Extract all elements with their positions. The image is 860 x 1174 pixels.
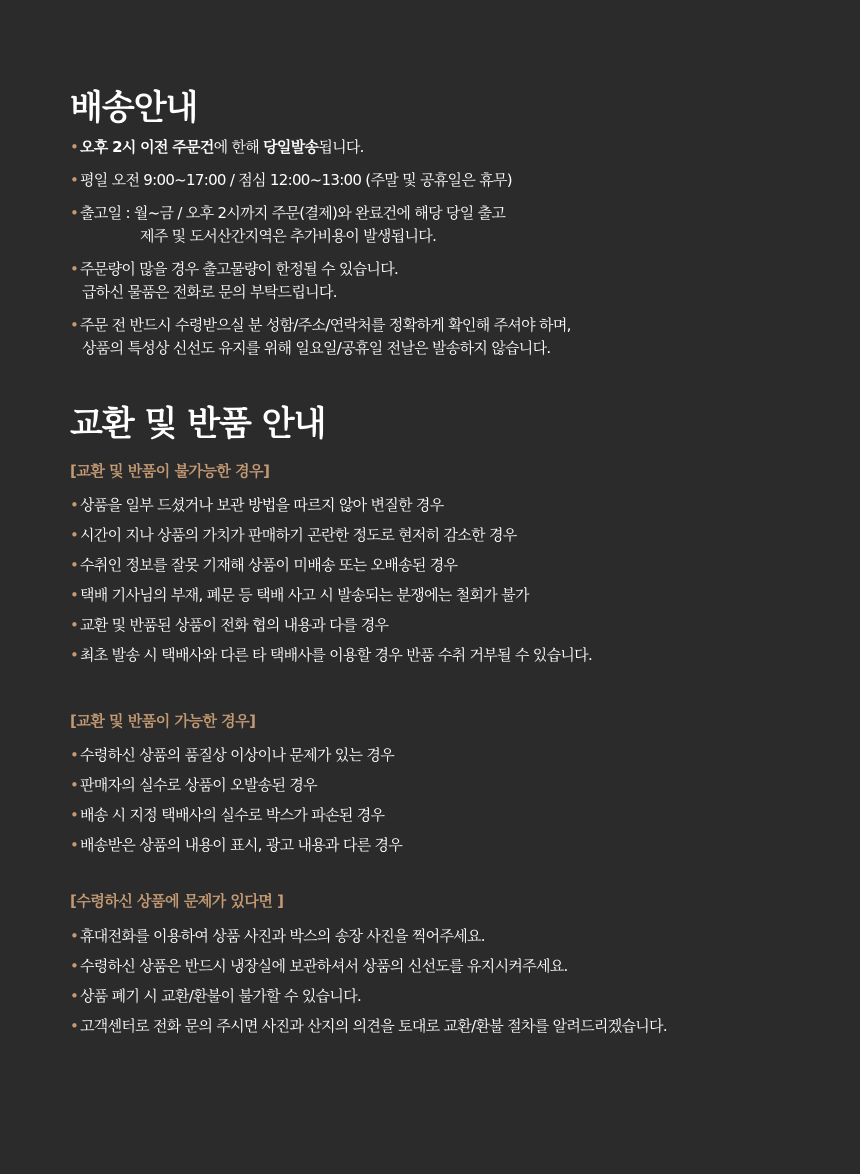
bullet-dot: • xyxy=(70,526,79,544)
confirm-text: 주문 전 반드시 수령받으실 분 성함/주소/연락처를 정확하게 확인해 주셔야 하며, xyxy=(80,316,571,334)
list-item-text: 고객센터로 전화 문의 주시면 사진과 산지의 의견을 토대로 교환/환불 절차를 알려드리겠습니다. xyxy=(80,1017,667,1035)
shipping-item-volume xyxy=(70,258,571,304)
bullet-dot: • xyxy=(70,260,79,278)
list-item xyxy=(70,925,667,948)
release-day-text: 출고일 : 월~금 / 오후 2시까지 주문(결제)와 완료건에 해당 당일 출고 xyxy=(80,204,506,222)
bullet-dot: • xyxy=(70,204,79,222)
bullet-dot: • xyxy=(70,806,79,824)
bullet-dot: • xyxy=(70,171,79,189)
not-possible-heading: [교환 및 반품이 불가능한 경우] xyxy=(70,462,270,480)
volume-note: 급하신 물품은 전화로 문의 부탁드립니다. xyxy=(82,283,337,301)
list-item-text: 상품 폐기 시 교환/환불이 불가할 수 있습니다. xyxy=(80,987,362,1005)
shipping-text: 됩니다. xyxy=(318,138,364,156)
bullet-dot: • xyxy=(70,496,79,514)
list-item xyxy=(70,1015,667,1038)
bullet-dot: • xyxy=(70,746,79,764)
bullet-dot: • xyxy=(70,616,79,634)
bullet-dot: • xyxy=(70,556,79,574)
confirm-note: 상품의 특성상 신선도 유지를 위해 일요일/공휴일 전날은 발송하지 않습니다. xyxy=(82,339,551,357)
shipping-item-confirm xyxy=(70,314,571,360)
shipping-item-hours xyxy=(70,169,571,192)
list-item-text: 배송받은 상품의 내용이 표시, 광고 내용과 다른 경우 xyxy=(80,836,403,854)
list-item xyxy=(70,955,667,978)
problem-heading: [수령하신 상품에 문제가 있다면 ] xyxy=(70,892,284,910)
shipping-hours-text: 평일 오전 9:00~17:00 / 점심 12:00~13:00 (주말 및 공휴일은 휴무) xyxy=(80,171,512,189)
list-item-text: 수령하신 상품은 반드시 냉장실에 보관하셔서 상품의 신선도를 유지시켜주세요. xyxy=(80,957,568,975)
list-item xyxy=(70,584,592,607)
possible-list xyxy=(70,744,402,857)
list-item xyxy=(70,834,402,857)
list-item-text: 상품을 일부 드셨거나 보관 방법을 따르지 않아 변질한 경우 xyxy=(80,496,444,514)
exchange-title: 교환 및 반품 안내 xyxy=(70,404,326,444)
release-day-note: 제주 및 도서산간지역은 추가비용이 발생됩니다. xyxy=(140,227,437,245)
possible-heading: [교환 및 반품이 가능한 경우] xyxy=(70,712,256,730)
list-item-text: 최초 발송 시 택배사와 다른 타 택배사를 이용할 경우 반품 수취 거부될 수 있습니다. xyxy=(80,646,593,664)
same-day-text: 당일발송 xyxy=(263,138,319,156)
list-item-text: 수령하신 상품의 품질상 이상이나 문제가 있는 경우 xyxy=(80,746,395,764)
shipping-list xyxy=(70,136,571,360)
order-deadline-text: 오후 2시 이전 주문건 xyxy=(80,138,214,156)
volume-text: 주문량이 많을 경우 출고물량이 한정될 수 있습니다. xyxy=(80,260,399,278)
bullet-dot: • xyxy=(70,1017,79,1035)
list-item-text: 판매자의 실수로 상품이 오발송된 경우 xyxy=(80,776,317,794)
list-item-text: 택배 기사님의 부재, 폐문 등 택배 사고 시 발송되는 분쟁에는 철회가 불가 xyxy=(80,586,529,604)
bullet-dot: • xyxy=(70,586,79,604)
shipping-title: 배송안내 xyxy=(70,88,198,128)
list-item xyxy=(70,524,592,547)
list-item-text: 시간이 지나 상품의 가치가 판매하기 곤란한 정도로 현저히 감소한 경우 xyxy=(80,526,517,544)
shipping-text: 에 한해 xyxy=(213,138,264,156)
shipping-item-same-day xyxy=(70,136,571,159)
list-item xyxy=(70,644,592,667)
bullet-dot: • xyxy=(70,987,79,1005)
bullet-dot: • xyxy=(70,957,79,975)
bullet-dot: • xyxy=(70,776,79,794)
bullet-dot: • xyxy=(70,316,79,334)
list-item xyxy=(70,985,667,1008)
bullet-dot: • xyxy=(70,138,79,156)
list-item-text: 수취인 정보를 잘못 기재해 상품이 미배송 또는 오배송된 경우 xyxy=(80,556,458,574)
list-item-text: 배송 시 지정 택배사의 실수로 박스가 파손된 경우 xyxy=(80,806,385,824)
list-item xyxy=(70,494,592,517)
bullet-dot: • xyxy=(70,646,79,664)
shipping-item-release-day xyxy=(70,202,571,248)
list-item xyxy=(70,554,592,577)
bullet-dot: • xyxy=(70,836,79,854)
not-possible-list xyxy=(70,494,592,667)
list-item-text: 휴대전화를 이용하여 상품 사진과 박스의 송장 사진을 찍어주세요. xyxy=(80,927,485,945)
list-item-text: 교환 및 반품된 상품이 전화 협의 내용과 다를 경우 xyxy=(80,616,389,634)
list-item xyxy=(70,744,402,767)
list-item xyxy=(70,614,592,637)
list-item xyxy=(70,774,402,797)
problem-list xyxy=(70,925,667,1038)
list-item xyxy=(70,804,402,827)
bullet-dot: • xyxy=(70,927,79,945)
